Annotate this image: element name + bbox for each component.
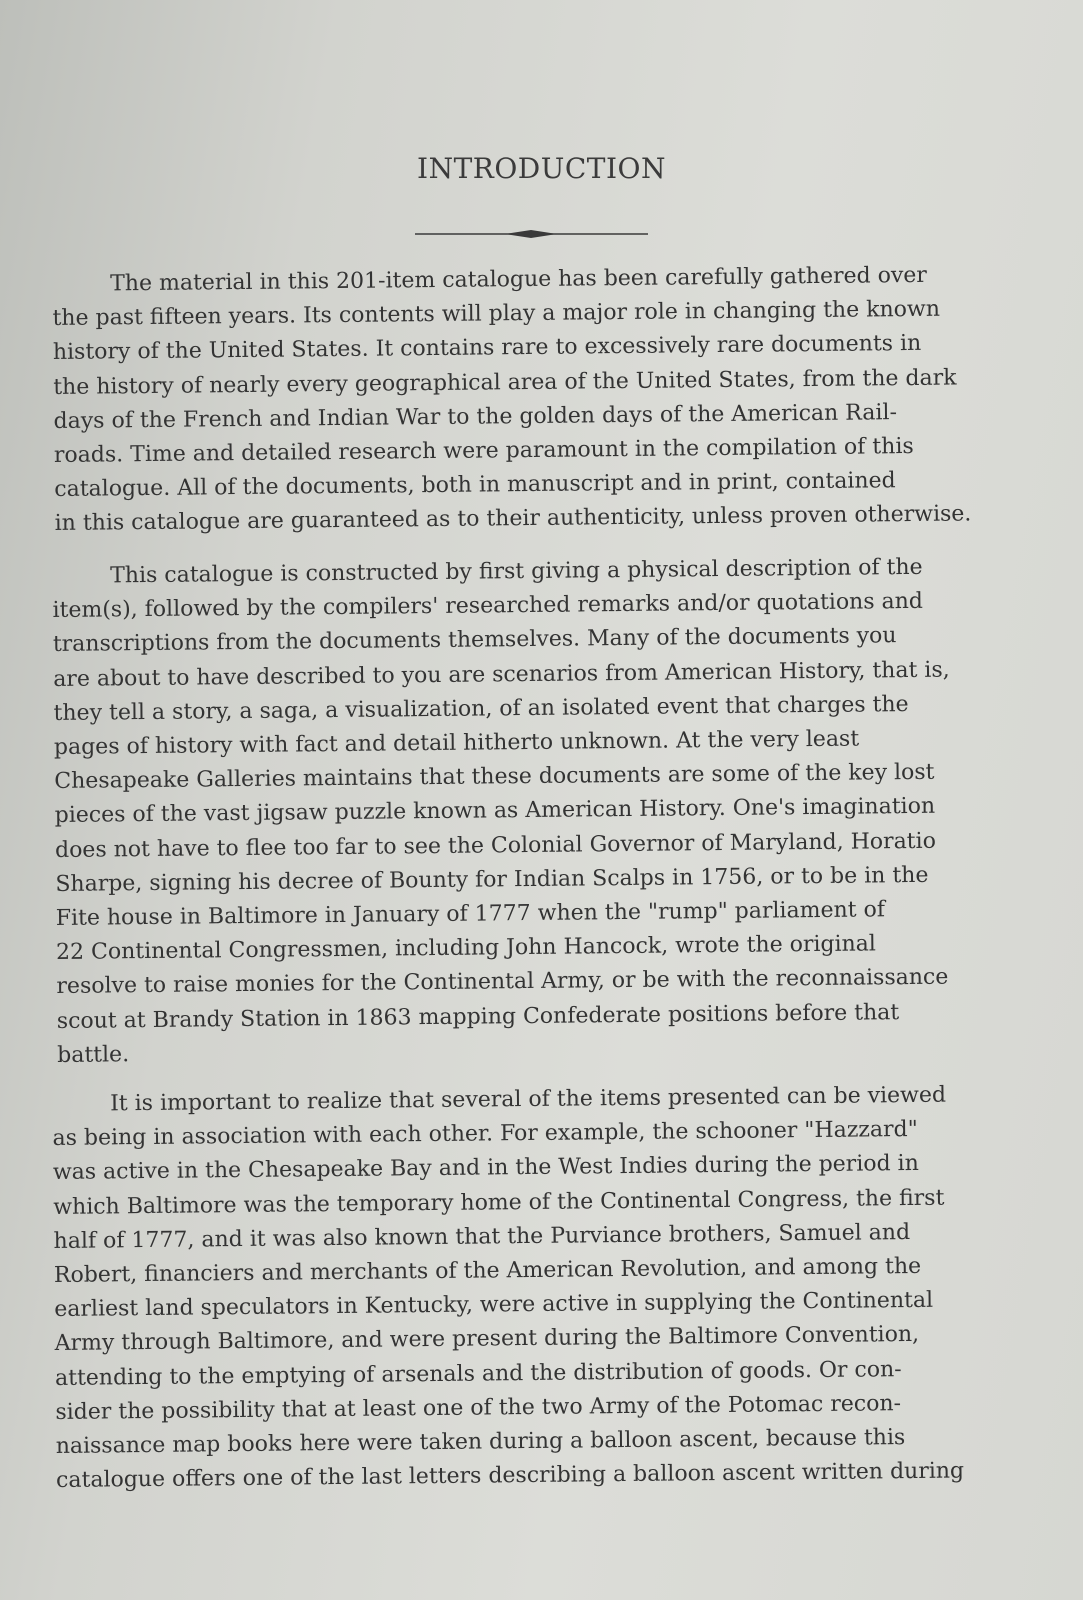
text-line: resolve to raise monies for the Continental Army, or be with the reconnaissance <box>56 965 949 1000</box>
text-line: transcriptions from the documents themselves. Many of the documents you <box>52 623 897 658</box>
text-line: This catalogue is constructed by first giving a physical description of the <box>110 554 923 589</box>
text-line: are about to have described to you are scenarios from American History, that is, <box>53 657 950 692</box>
text-line: they tell a story, a saga, a visualization, of an isolated event that charges the <box>53 691 909 726</box>
text-line: days of the French and Indian War to the golden days of the American Rail- <box>53 399 898 434</box>
text-line: half of 1777, and it was also known that the Purviance brothers, Samuel and <box>53 1219 911 1254</box>
text-line: pages of history with fact and detail hitherto unknown. At the very least <box>53 726 860 761</box>
text-line: does not have to flee too far to see the Colonial Governor of Maryland, Horatio <box>54 828 936 863</box>
text-line: roads. Time and detailed research were paramount in the compilation of this <box>53 434 914 469</box>
text-line: battle. <box>57 1042 130 1068</box>
text-line: was active in the Chesapeake Bay and in the West Indies during the period in <box>52 1151 919 1186</box>
text-line: attending to the emptying of arsenals and the distribution of goods. Or con- <box>54 1356 902 1391</box>
text-line: Chesapeake Galleries maintains that these documents are some of the key lost <box>54 759 935 795</box>
text-line: The material in this 201-item catalogue has been carefully gathered over <box>110 262 927 297</box>
text-line: catalogue. All of the documents, both in manuscript and in print, contained <box>54 468 896 503</box>
text-line: in this catalogue are guaranteed as to their authenticity, unless proven otherwise. <box>54 501 972 537</box>
paragraph-3 <box>52 1078 1016 1498</box>
text-line: item(s), followed by the compilers' researched remarks and/or quotations and <box>52 589 924 624</box>
text-line: the history of nearly every geographical area of the United States, from the dark <box>53 365 957 400</box>
text-line: Fite house in Baltimore in January of 1777 when the "rump" parliament of <box>55 897 886 932</box>
text-line: scout at Brandy Station in 1863 mapping Confederate positions before that <box>56 999 900 1034</box>
text-line: Sharpe, signing his decree of Bounty for Indian Scalps in 1756, or to be in the <box>55 862 929 897</box>
text-line: Robert, financiers and merchants of the American Revolution, and among the <box>53 1253 922 1289</box>
text-line: which Baltimore was the temporary home of the Continental Congress, the first <box>53 1185 945 1220</box>
text-line: earliest land speculators in Kentucky, were active in supplying the Continental <box>54 1288 934 1323</box>
text-line: the past fifteen years. Its contents will play a major role in changing the known <box>52 296 941 332</box>
text-line: naissance map books here were taken during a balloon ascent, because this <box>55 1425 906 1460</box>
paragraph-2 <box>52 550 1017 1073</box>
text-line: Army through Baltimore, and were present during the Baltimore Convention, <box>54 1322 920 1357</box>
text-line: pieces of the vast jigsaw puzzle known as American History. One's imagination <box>54 794 936 829</box>
text-line: history of the United States. It contains rare to excessively rare documents in <box>52 331 922 366</box>
text-line: catalogue offers one of the last letters describing a balloon ascent written during <box>55 1458 965 1494</box>
text-line: sider the possibility that at least one of the two Army of the Potomac recon- <box>55 1390 902 1425</box>
page-title: INTRODUCTION <box>417 152 666 185</box>
paragraph-1 <box>52 258 1015 542</box>
text-line: 22 Continental Congressmen, including John Hancock, wrote the original <box>55 931 877 966</box>
text-line: as being in association with each other. For example, the schooner "Hazzard" <box>52 1117 918 1152</box>
text-line: It is important to realize that several of the items presented can be viewed <box>110 1082 947 1117</box>
ornament-divider <box>415 228 648 240</box>
